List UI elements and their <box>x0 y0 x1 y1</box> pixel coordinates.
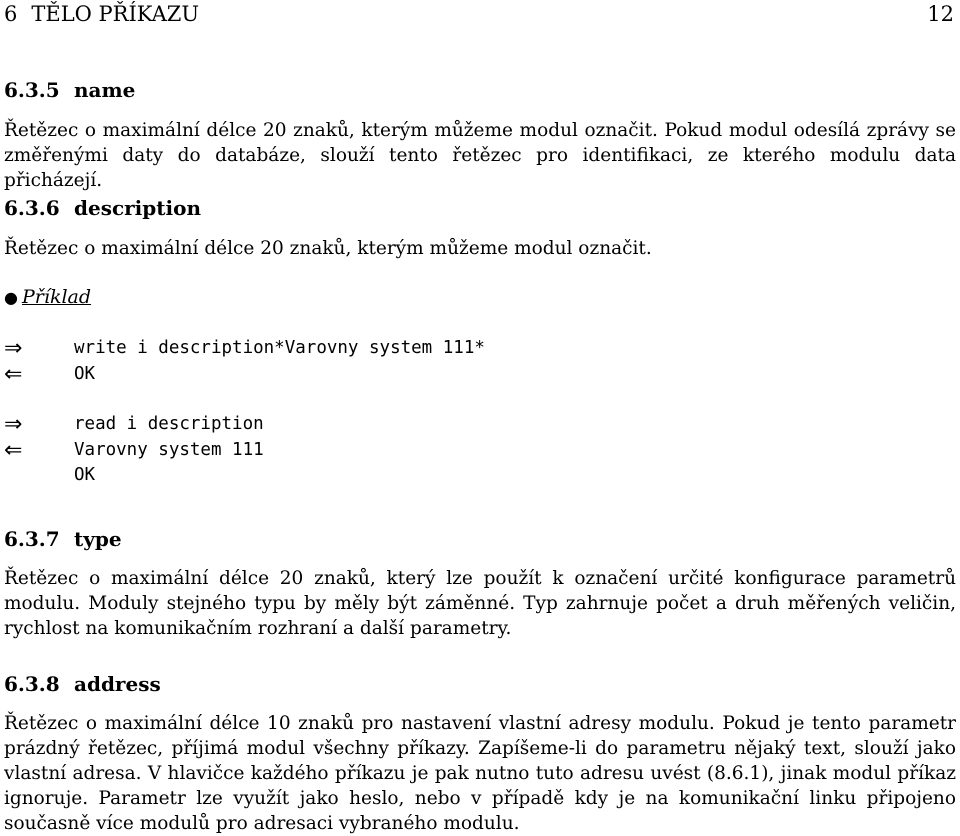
section-title: name <box>74 78 136 102</box>
section-paragraph-description: Řetězec o maximální délce 20 znaků, kterým můžeme modul označit. <box>4 238 652 259</box>
send-arrow-icon: ⇒ <box>4 412 23 437</box>
chapter-title: TĚLO PŘÍKAZU <box>31 2 200 26</box>
example-bullet <box>4 286 91 308</box>
running-header <box>4 2 954 32</box>
section-number: 6.3.5 <box>4 78 60 102</box>
example-label: Příklad <box>22 286 92 308</box>
section-heading-address <box>4 672 161 696</box>
section-heading-type <box>4 527 122 551</box>
example-line-text: read i description <box>74 414 264 434</box>
receive-arrow-icon: ⇐ <box>4 438 23 463</box>
send-arrow-icon: ⇒ <box>4 336 23 361</box>
page-number: 12 <box>927 2 954 26</box>
section-heading-description <box>4 196 201 220</box>
section-title: address <box>74 672 161 696</box>
section-title: description <box>74 196 201 220</box>
section-title: type <box>74 527 122 551</box>
section-paragraph-type: Řetězec o maximální délce 20 znaků, který lze použít k označení určité konfigurace parametrů modulu. Moduly stejného typu by měly být záměnné. Typ zahrnuje počet a druh měřených veličin, rychlost na komunikačním rozhraní a další parametry. <box>4 568 956 639</box>
example-line-text: OK <box>74 364 96 384</box>
section-heading-name <box>4 78 135 102</box>
receive-arrow-icon: ⇐ <box>4 362 23 387</box>
example-line-text: Varovny system 111 <box>74 440 264 460</box>
section-paragraph-name: Řetězec o maximální délce 20 znaků, kterým můžeme modul označit. Pokud modul odesílá zprávy se změřenými daty do databáze, slouží tento řetězec pro identifikaci, ze kterého modulu data přicházejí. <box>4 120 956 191</box>
section-paragraph-address: Řetězec o maximální délce 10 znaků pro nastavení vlastní adresy modulu. Pokud je tento parametr prázdný řetězec, příjimá modul všechny příkazy. Zapíšeme-li do parametru nějaký text, slouží jako vlastní adresa. V hlavičce každého příkazu je pak nutno tuto adresu uvést (8.6.1), jinak modul příkaz ignoruje. Parametr lze využít jako heslo, nebo v případě kdy je na komunikační linku připojeno současně více modulů pro adresaci vybraného modulu. <box>4 713 956 834</box>
example-line-text: OK <box>74 465 96 485</box>
example-line-text: write i description*Varovny system 111* <box>74 338 485 358</box>
chapter-number: 6 <box>4 2 18 26</box>
section-number: 6.3.7 <box>4 527 60 551</box>
section-number: 6.3.8 <box>4 672 60 696</box>
bullet-icon: ● <box>4 288 18 307</box>
section-number: 6.3.6 <box>4 196 60 220</box>
chapter-heading <box>4 2 213 26</box>
